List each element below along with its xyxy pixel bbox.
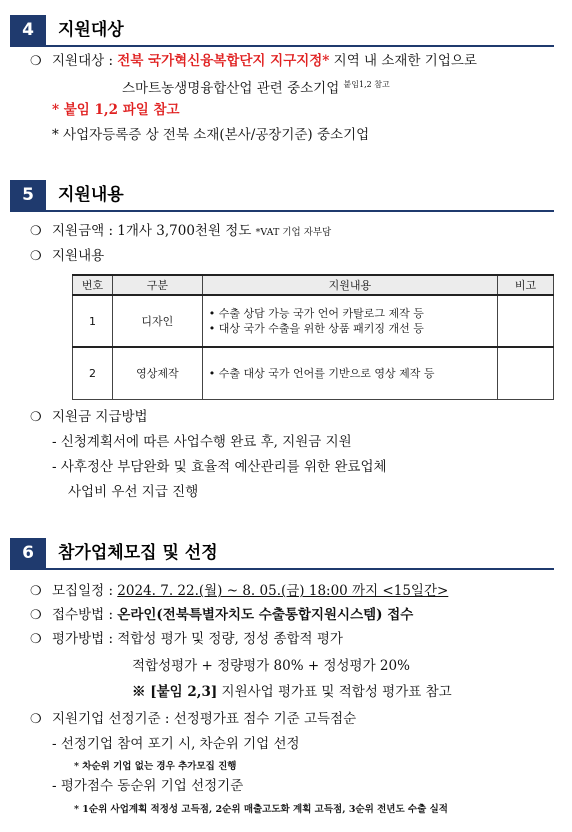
circle-bullet-icon: ❍ <box>30 54 42 69</box>
section-title: 지원내용 <box>58 185 124 205</box>
circle-bullet-icon: ❍ <box>30 632 42 647</box>
section-number: 6 <box>10 538 46 568</box>
schedule-line <box>30 582 448 601</box>
table-header: 구분 <box>112 275 202 295</box>
text: 지원사업 평가표 및 적합성 평가표 참고 <box>217 684 452 700</box>
section-title: 참가업체모집 및 선정 <box>58 543 218 563</box>
text: 지원금 지급방법 <box>52 409 148 425</box>
table-header: 번호 <box>73 275 113 295</box>
selection-note-2: * 1순위 사업계획 적정성 고득점, 2순위 매출고도화 계획 고득점, 3순위 전년도 수출 실적 <box>74 804 448 815</box>
text: 지역 내 소재한 기업으로 <box>329 53 477 69</box>
table-header-row <box>73 275 554 295</box>
target-line-2 <box>122 76 390 98</box>
submission-method: 온라인(전북특별자치도 수출통합지원시스템) 접수 <box>117 607 414 623</box>
circle-bullet-icon: ❍ <box>30 224 42 239</box>
label: 모집일정 : <box>52 583 118 599</box>
text: 지원내용 <box>52 248 105 264</box>
text: 지원금액 : 1개사 3,700천원 정도 <box>52 223 256 239</box>
selection-note-1: * 차순위 기업 없는 경우 추가모집 진행 <box>74 761 237 772</box>
payment-detail-2: - 사후정산 부담완화 및 효율적 예산관리를 위한 완료업체 <box>52 459 387 475</box>
selection-detail-2: - 평가점수 동순위 기업 선정기준 <box>52 778 244 794</box>
section-number: 5 <box>10 180 46 210</box>
text: 스마트농생명융합산업 관련 중소기업 <box>122 80 344 97</box>
registration-note: * 사업자등록증 상 전북 소재(본사/공장기준) 중소기업 <box>52 127 370 143</box>
circle-bullet-icon: ❍ <box>30 249 42 264</box>
row-category: 영상제작 <box>112 347 202 399</box>
support-content-line <box>30 247 104 266</box>
section-4-header <box>10 15 554 47</box>
content-item: • 수출 대상 국가 언어를 기반으로 영상 제작 등 <box>208 366 435 380</box>
submission-line <box>30 606 413 625</box>
text: 지원기업 선정기준 : 선정평가표 점수 기준 고득점순 <box>52 711 357 727</box>
attachment-note: * 붙임 1,2 파일 참고 <box>52 102 180 118</box>
row-category: 디자인 <box>112 295 202 347</box>
highlight-text: 전북 국가혁신융복합단지 지구지정* <box>117 53 330 69</box>
section-5-header <box>10 180 554 212</box>
row-note <box>498 295 554 347</box>
support-amount-line <box>30 222 331 242</box>
circle-bullet-icon: ❍ <box>30 608 42 623</box>
circle-bullet-icon: ❍ <box>30 410 42 425</box>
label: 접수방법 : <box>52 607 118 623</box>
payment-detail-1: - 신청계획서에 따른 사업수행 완료 후, 지원금 지원 <box>52 434 352 450</box>
table-row <box>73 347 554 399</box>
label: 지원대상 : <box>52 53 118 69</box>
payment-method-line <box>30 408 148 427</box>
evaluation-formula: 적합성평가 + 정량평가 80% + 정성평가 20% <box>132 658 410 674</box>
section-number: 4 <box>10 15 46 45</box>
section-title: 지원대상 <box>58 20 124 40</box>
evaluation-line <box>30 630 343 649</box>
table-header: 비고 <box>498 275 554 295</box>
row-note <box>498 347 554 399</box>
circle-bullet-icon: ❍ <box>30 584 42 599</box>
schedule-dates: 2024. 7. 22.(월) ~ 8. 05.(금) 18:00 까지 <15일간> <box>117 583 449 599</box>
evaluation-reference <box>132 683 452 701</box>
target-line <box>30 52 477 71</box>
row-content <box>202 295 497 347</box>
row-number: 2 <box>73 347 113 399</box>
row-number: 1 <box>73 295 113 347</box>
reference-note: 붙임1,2 참고 <box>343 80 390 89</box>
support-table <box>72 274 554 400</box>
payment-detail-2-cont: 사업비 우선 지급 진행 <box>68 484 199 500</box>
reference-mark: ※ [붙임 2,3] <box>132 684 218 700</box>
table-row <box>73 295 554 347</box>
selection-criteria-line <box>30 710 356 729</box>
table-header: 지원내용 <box>202 275 497 295</box>
vat-note: *VAT 기업 자부담 <box>255 227 332 238</box>
text: 평가방법 : 적합성 평가 및 정량, 정성 종합적 평가 <box>52 631 343 647</box>
selection-detail-1: - 선정기업 참여 포기 시, 차순위 기업 선정 <box>52 736 300 752</box>
section-6-header <box>10 538 554 570</box>
content-item: • 대상 국가 수출을 위한 상품 패키징 개선 등 <box>208 322 424 335</box>
content-item: • 수출 상담 가능 국가 언어 카탈로그 제작 등 <box>208 307 424 320</box>
row-content <box>202 347 497 399</box>
circle-bullet-icon: ❍ <box>30 712 42 727</box>
